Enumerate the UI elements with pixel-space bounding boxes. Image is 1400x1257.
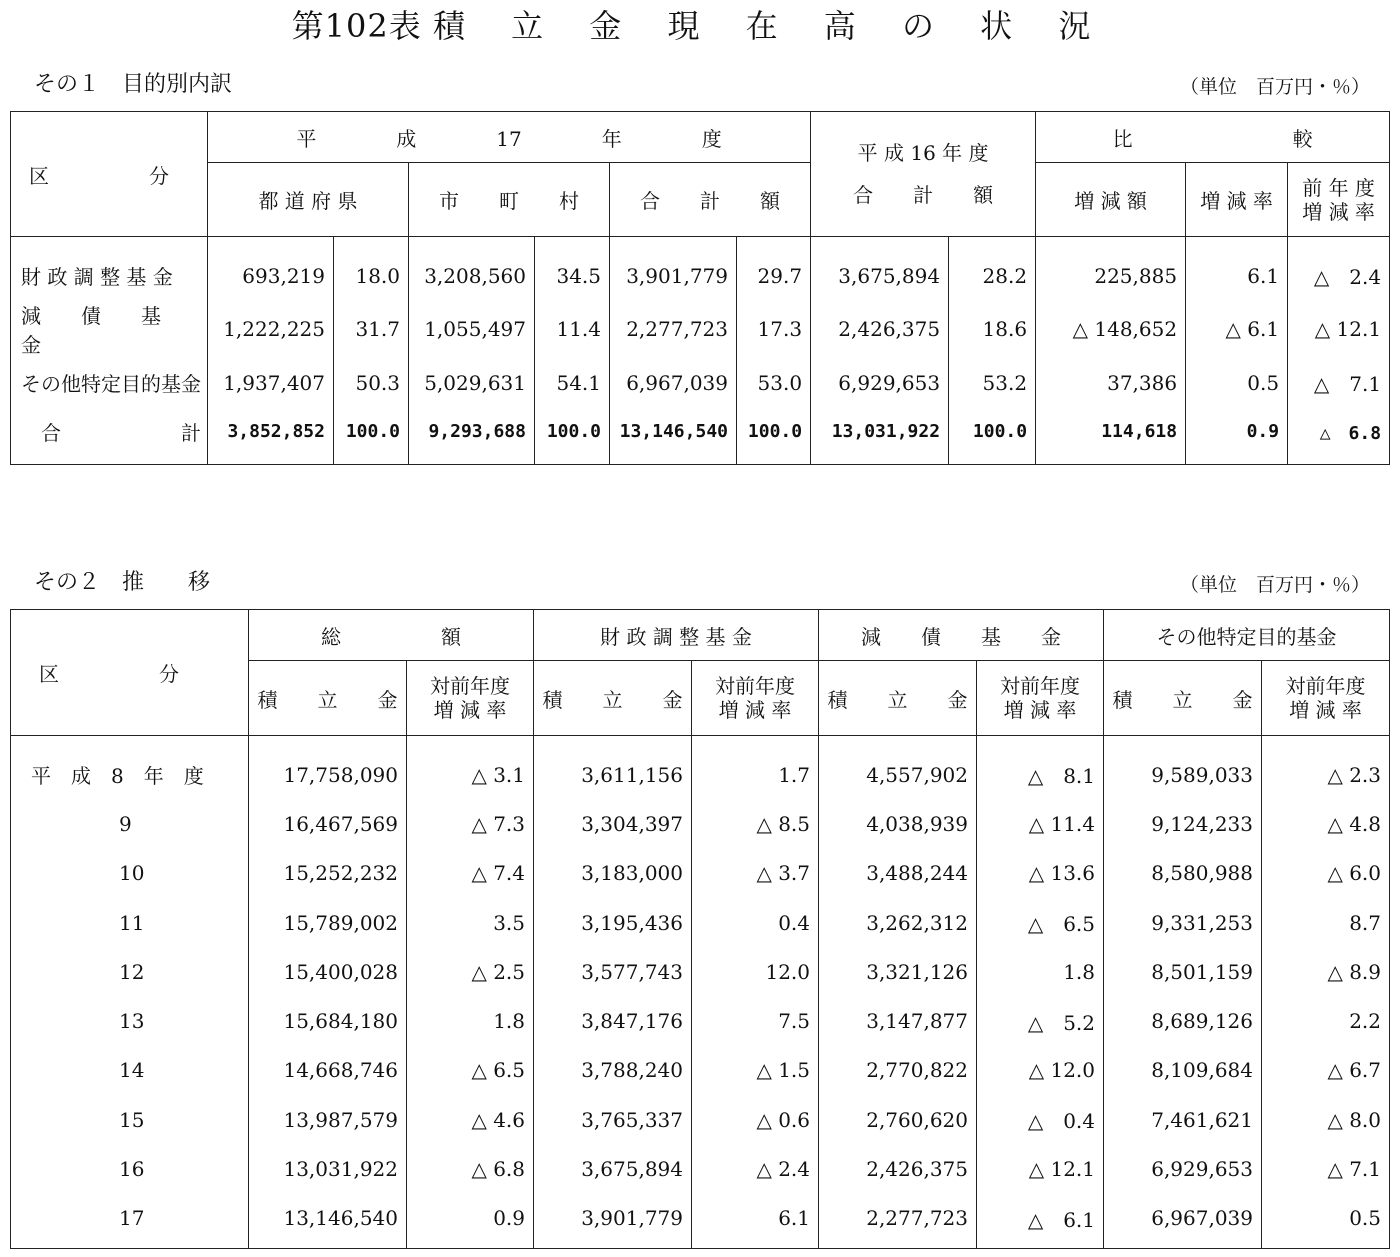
- cell-tr: △ 4.6: [407, 1095, 534, 1144]
- cell-d: 3,321,126: [819, 947, 977, 996]
- spacer-cell: [1262, 736, 1390, 751]
- header-prev-rate: [1288, 163, 1390, 237]
- spacer-cell: [819, 1243, 977, 1249]
- yoy-rate-header: [977, 661, 1104, 736]
- cell-dr: △ 12.0: [977, 1046, 1104, 1095]
- trend-table: [10, 609, 1390, 1249]
- cell-f: 3,304,397: [534, 799, 692, 848]
- cell-d: 3,262,312: [819, 898, 977, 947]
- cell-fr: △ 2.4: [692, 1144, 819, 1193]
- year-label: 13: [11, 996, 249, 1045]
- cell-pref: 1,937,407: [208, 358, 334, 407]
- cell-tr: △ 6.5: [407, 1046, 534, 1095]
- spacer-cell: [535, 456, 610, 464]
- spacer-cell: [692, 1243, 819, 1249]
- cell-dr: △ 13.6: [977, 849, 1104, 898]
- spacer-cell: [1036, 237, 1186, 252]
- cell-t: 15,252,232: [249, 849, 407, 898]
- cell-prev-rate: △ 6.8: [1288, 407, 1390, 456]
- t2-header-debt: 減 債 基 金: [819, 610, 1104, 661]
- spacer-cell: [11, 237, 208, 252]
- table-row: [11, 750, 1390, 799]
- t2-header-other: その他特定目的基金: [1104, 610, 1390, 661]
- table-row: [11, 996, 1390, 1045]
- spacer-cell: [535, 237, 610, 252]
- cell-o: 9,331,253: [1104, 898, 1262, 947]
- cell-total: 13,146,540: [610, 407, 737, 456]
- cell-total-pct: 29.7: [737, 251, 811, 300]
- cell-fr: 7.5: [692, 996, 819, 1045]
- year-label: 17: [11, 1194, 249, 1243]
- cell-f: 3,611,156: [534, 750, 692, 799]
- cell-prev-rate: △ 7.1: [1288, 358, 1390, 407]
- cell-t: 16,467,569: [249, 799, 407, 848]
- cell-dr: △ 6.1: [977, 1194, 1104, 1243]
- cell-total: 3,901,779: [610, 251, 737, 300]
- spacer-cell: [977, 1243, 1104, 1249]
- cell-prev: 6,929,653: [811, 358, 949, 407]
- cell-or: △ 7.1: [1262, 1144, 1390, 1193]
- spacer-cell: [1104, 1243, 1262, 1249]
- cell-prev-rate: △ 12.1: [1288, 300, 1390, 358]
- cell-dr: △ 6.5: [977, 898, 1104, 947]
- header-diff-amount: 増 減 額: [1036, 163, 1186, 237]
- year-label: 11: [11, 898, 249, 947]
- cell-pref-pct: 31.7: [334, 300, 409, 358]
- header-h16-bottom: 合 計 額: [853, 183, 994, 207]
- cell-f: 3,577,743: [534, 947, 692, 996]
- spacer-cell: [811, 456, 949, 464]
- cell-tr: △ 7.3: [407, 799, 534, 848]
- cell-d: 3,147,877: [819, 996, 977, 1045]
- spacer-cell: [737, 456, 811, 464]
- cell-muni: 1,055,497: [409, 300, 535, 358]
- cell-t: 13,146,540: [249, 1194, 407, 1243]
- cell-fr: 0.4: [692, 898, 819, 947]
- cell-total-pct: 17.3: [737, 300, 811, 358]
- spacer-cell: [407, 736, 534, 751]
- cell-f: 3,901,779: [534, 1194, 692, 1243]
- cell-dr: 1.8: [977, 947, 1104, 996]
- cell-fr: △ 8.5: [692, 799, 819, 848]
- yoy-rate-header-l1: 対前年度: [1000, 674, 1081, 698]
- cell-fr: 12.0: [692, 947, 819, 996]
- t2-header-fiscal: 財 政 調 整 基 金: [534, 610, 819, 661]
- cell-muni-pct: 34.5: [535, 251, 610, 300]
- cell-muni-pct: 11.4: [535, 300, 610, 358]
- yoy-rate-header-l1: 対前年度: [715, 674, 795, 698]
- cell-prev: 13,031,922: [811, 407, 949, 456]
- table-row: [11, 947, 1390, 996]
- spacer-cell: [534, 736, 692, 751]
- year-label: 12: [11, 947, 249, 996]
- cell-pref: 1,222,225: [208, 300, 334, 358]
- cell-muni-pct: 54.1: [535, 358, 610, 407]
- reserve-header: 積 立 金: [249, 661, 407, 736]
- cell-t: 17,758,090: [249, 750, 407, 799]
- cell-diff: 37,386: [1036, 358, 1186, 407]
- table-row: [11, 407, 1390, 456]
- page-title: [0, 4, 1400, 48]
- cell-pref: 693,219: [208, 251, 334, 300]
- table-row: [11, 1095, 1390, 1144]
- spacer-cell: [1186, 237, 1288, 252]
- t2-header-total: 総 額: [249, 610, 534, 661]
- spacer-cell: [334, 237, 409, 252]
- cell-o: 8,580,988: [1104, 849, 1262, 898]
- cell-prev-rate: △ 2.4: [1288, 251, 1390, 300]
- spacer-cell: [11, 1243, 249, 1249]
- section1-heading: その１ 目的別内訳: [34, 72, 233, 97]
- year-label: 16: [11, 1144, 249, 1193]
- section1-unit: （単位 百万円・％）: [1179, 76, 1370, 98]
- cell-f: 3,788,240: [534, 1046, 692, 1095]
- section2-unit: （単位 百万円・％）: [1179, 574, 1370, 596]
- cell-fr: △ 0.6: [692, 1095, 819, 1144]
- cell-t: 15,400,028: [249, 947, 407, 996]
- cell-t: 14,668,746: [249, 1046, 407, 1095]
- t2-header-category: 区 分: [11, 610, 249, 736]
- yoy-rate-header: [407, 661, 534, 736]
- cell-prev-pct: 53.2: [949, 358, 1036, 407]
- cell-dr: △ 11.4: [977, 799, 1104, 848]
- cell-rate: 0.9: [1186, 407, 1288, 456]
- cell-d: 4,557,902: [819, 750, 977, 799]
- cell-prev-pct: 18.6: [949, 300, 1036, 358]
- spacer-cell: [409, 237, 535, 252]
- cell-d: 4,038,939: [819, 799, 977, 848]
- cell-tr: △ 7.4: [407, 849, 534, 898]
- cell-fr: 6.1: [692, 1194, 819, 1243]
- row-label: 合 計: [11, 407, 208, 456]
- spacer-cell: [407, 1243, 534, 1249]
- cell-prev-pct: 28.2: [949, 251, 1036, 300]
- cell-or: △ 6.0: [1262, 849, 1390, 898]
- cell-fr: 1.7: [692, 750, 819, 799]
- table-row: [11, 898, 1390, 947]
- yoy-rate-header: [1262, 661, 1390, 736]
- cell-diff: △ 148,652: [1036, 300, 1186, 358]
- yoy-rate-header-l2: 増 減 率: [1289, 698, 1362, 722]
- cell-t: 13,987,579: [249, 1095, 407, 1144]
- cell-muni: 5,029,631: [409, 358, 535, 407]
- spacer-cell: [334, 456, 409, 464]
- cell-tr: 3.5: [407, 898, 534, 947]
- cell-rate: 0.5: [1186, 358, 1288, 407]
- cell-o: 8,501,159: [1104, 947, 1262, 996]
- cell-or: △ 2.3: [1262, 750, 1390, 799]
- table-row: [11, 1144, 1390, 1193]
- yoy-rate-header-l2: 増 減 率: [433, 698, 507, 722]
- cell-o: 8,689,126: [1104, 996, 1262, 1045]
- header-municipality: 市 町 村: [409, 163, 610, 237]
- table-number: 第102表: [291, 7, 422, 45]
- header-category: 区 分: [11, 112, 208, 237]
- cell-fr: △ 3.7: [692, 849, 819, 898]
- year-label: 15: [11, 1095, 249, 1144]
- cell-tr: △ 6.8: [407, 1144, 534, 1193]
- header-prev-rate-l2: 増 減 率: [1302, 199, 1375, 224]
- cell-rate: △ 6.1: [1186, 300, 1288, 358]
- cell-tr: △ 3.1: [407, 750, 534, 799]
- spacer-cell: [409, 456, 535, 464]
- row-label: 減 債 基 金: [11, 300, 208, 358]
- cell-f: 3,765,337: [534, 1095, 692, 1144]
- table-row: [11, 1194, 1390, 1243]
- spacer-cell: [534, 1243, 692, 1249]
- spacer-cell: [977, 736, 1104, 751]
- cell-diff: 225,885: [1036, 251, 1186, 300]
- spacer-cell: [1104, 736, 1262, 751]
- cell-tr: 0.9: [407, 1194, 534, 1243]
- cell-pref-pct: 50.3: [334, 358, 409, 407]
- header-total17: 合 計 額: [610, 163, 811, 237]
- spacer-cell: [249, 736, 407, 751]
- spacer-cell: [208, 237, 334, 252]
- cell-diff: 114,618: [1036, 407, 1186, 456]
- cell-f: 3,195,436: [534, 898, 692, 947]
- cell-d: 2,277,723: [819, 1194, 977, 1243]
- cell-or: 2.2: [1262, 996, 1390, 1045]
- spacer-cell: [692, 736, 819, 751]
- header-h16-top: 平 成 16 年 度: [857, 141, 989, 165]
- cell-pref-pct: 18.0: [334, 251, 409, 300]
- cell-total: 6,967,039: [610, 358, 737, 407]
- section2-heading: その２ 推 移: [34, 570, 211, 595]
- cell-dr: △ 8.1: [977, 750, 1104, 799]
- cell-or: 8.7: [1262, 898, 1390, 947]
- yoy-rate-header-l1: 対前年度: [1285, 674, 1366, 698]
- cell-t: 13,031,922: [249, 1144, 407, 1193]
- cell-tr: △ 2.5: [407, 947, 534, 996]
- spacer-cell: [1288, 456, 1390, 464]
- spacer-cell: [1288, 237, 1390, 252]
- cell-f: 3,675,894: [534, 1144, 692, 1193]
- cell-total-pct: 100.0: [737, 407, 811, 456]
- spacer-cell: [949, 237, 1036, 252]
- cell-or: △ 4.8: [1262, 799, 1390, 848]
- spacer-cell: [208, 456, 334, 464]
- cell-total-pct: 53.0: [737, 358, 811, 407]
- cell-o: 9,124,233: [1104, 799, 1262, 848]
- cell-f: 3,183,000: [534, 849, 692, 898]
- cell-or: △ 8.9: [1262, 947, 1390, 996]
- table-row: [11, 251, 1390, 300]
- year-label: 9: [11, 799, 249, 848]
- yoy-rate-header-l1: 対前年度: [430, 674, 510, 698]
- cell-prev: 3,675,894: [811, 251, 949, 300]
- cell-pref: 3,852,852: [208, 407, 334, 456]
- yoy-rate-header-l2: 増 減 率: [718, 698, 792, 722]
- spacer-cell: [610, 456, 737, 464]
- reserve-header: 積 立 金: [1104, 661, 1262, 736]
- year-label: 10: [11, 849, 249, 898]
- cell-f: 3,847,176: [534, 996, 692, 1045]
- cell-t: 15,789,002: [249, 898, 407, 947]
- cell-total: 2,277,723: [610, 300, 737, 358]
- cell-prev-pct: 100.0: [949, 407, 1036, 456]
- table-row: [11, 358, 1390, 407]
- row-label: その他特定目的基金: [11, 358, 208, 407]
- yoy-rate-header: [692, 661, 819, 736]
- cell-prev: 2,426,375: [811, 300, 949, 358]
- cell-t: 15,684,180: [249, 996, 407, 1045]
- cell-or: 0.5: [1262, 1194, 1390, 1243]
- cell-d: 2,770,822: [819, 1046, 977, 1095]
- cell-o: 9,589,033: [1104, 750, 1262, 799]
- spacer-cell: [249, 1243, 407, 1249]
- table-row: [11, 799, 1390, 848]
- table-row: [11, 849, 1390, 898]
- cell-o: 6,929,653: [1104, 1144, 1262, 1193]
- table-title: 積 立 金 現 在 高 の 状 況: [432, 7, 1109, 45]
- purpose-breakdown-table: [10, 111, 1390, 465]
- cell-o: 6,967,039: [1104, 1194, 1262, 1243]
- year-label: 14: [11, 1046, 249, 1095]
- cell-o: 7,461,621: [1104, 1095, 1262, 1144]
- table-row: [11, 300, 1390, 358]
- year-label: 平 成 8 年 度: [11, 750, 249, 799]
- cell-muni: 3,208,560: [409, 251, 535, 300]
- header-prev-rate-l1: 前 年 度: [1302, 175, 1375, 200]
- spacer-cell: [1262, 1243, 1390, 1249]
- header-prefecture: 都 道 府 県: [208, 163, 409, 237]
- cell-or: △ 8.0: [1262, 1095, 1390, 1144]
- cell-dr: △ 5.2: [977, 996, 1104, 1045]
- cell-or: △ 6.7: [1262, 1046, 1390, 1095]
- reserve-header: 積 立 金: [819, 661, 977, 736]
- spacer-cell: [949, 456, 1036, 464]
- spacer-cell: [1036, 456, 1186, 464]
- cell-fr: △ 1.5: [692, 1046, 819, 1095]
- spacer-cell: [811, 237, 949, 252]
- spacer-cell: [1186, 456, 1288, 464]
- cell-rate: 6.1: [1186, 251, 1288, 300]
- reserve-header: 積 立 金: [534, 661, 692, 736]
- cell-pref-pct: 100.0: [334, 407, 409, 456]
- cell-d: 3,488,244: [819, 849, 977, 898]
- cell-dr: △ 12.1: [977, 1144, 1104, 1193]
- cell-dr: △ 0.4: [977, 1095, 1104, 1144]
- spacer-cell: [819, 736, 977, 751]
- spacer-cell: [11, 456, 208, 464]
- spacer-cell: [610, 237, 737, 252]
- yoy-rate-header-l2: 増 減 率: [1003, 698, 1077, 722]
- table-row: [11, 1046, 1390, 1095]
- header-h17: 平 成 17 年 度: [208, 112, 811, 163]
- cell-d: 2,760,620: [819, 1095, 977, 1144]
- cell-muni: 9,293,688: [409, 407, 535, 456]
- header-h16: [811, 112, 1036, 237]
- cell-tr: 1.8: [407, 996, 534, 1045]
- spacer-cell: [737, 237, 811, 252]
- cell-d: 2,426,375: [819, 1144, 977, 1193]
- row-label: 財 政 調 整 基 金: [11, 251, 208, 300]
- header-compare: 比 較: [1036, 112, 1390, 163]
- header-diff-rate: 増 減 率: [1186, 163, 1288, 237]
- cell-o: 8,109,684: [1104, 1046, 1262, 1095]
- cell-muni-pct: 100.0: [535, 407, 610, 456]
- spacer-cell: [11, 736, 249, 751]
